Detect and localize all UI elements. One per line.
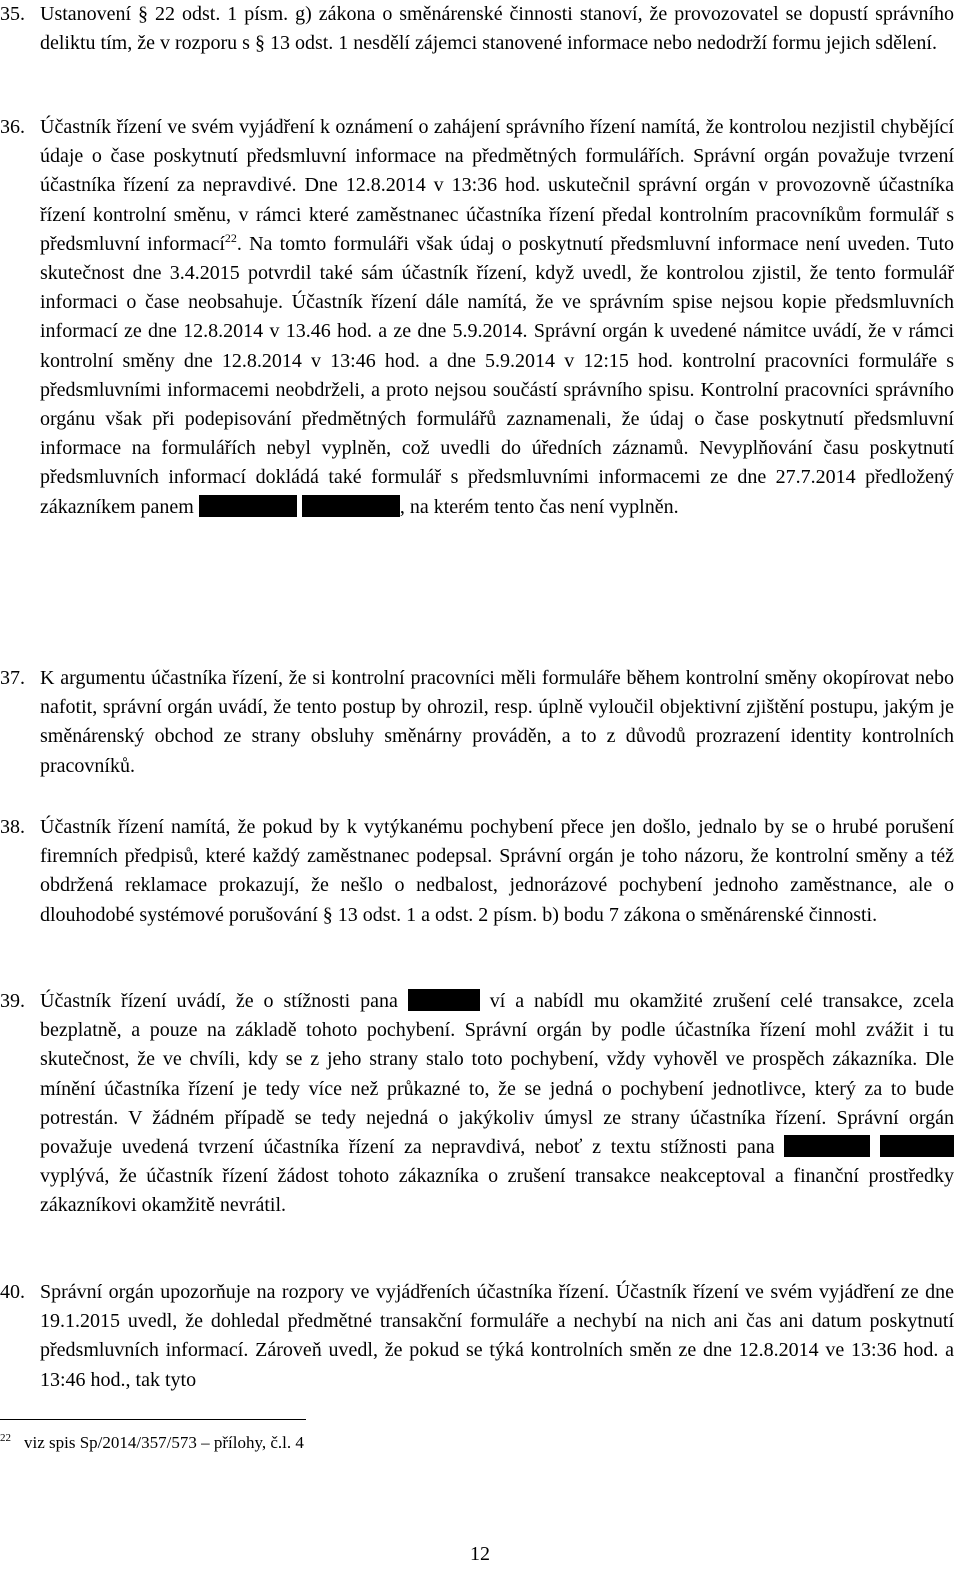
paragraph-text: Správní orgán upozorňuje na rozpory ve vyjádřeních účastníka řízení. Účastník řízení ve svém vyjádření ze dne 19.1.2015 uvedl, že dohledal předmětné transakční formuláře a nechybí na nich ani čas ani datum poskytnutí předsmluvních informací. Zároveň uvedl, že pokud se týká kontrolních směn ze dne 12.8.2014 ve 13:36 hod. a 13:46 hod., tak tyto	[40, 1281, 954, 1391]
paragraph-39	[0, 987, 954, 1221]
paragraph-37	[0, 664, 954, 781]
footnote	[0, 1432, 304, 1454]
paragraph-text: Účastník řízení ve svém vyjádření k oznámení o zahájení správního řízení namítá, že kontrolou nezjistil chybějící údaje o čase poskytnutí předsmluvní informace na předmětných formulářích. Správní orgán považuje tvrzení účastníka řízení za nepravdivé. Dne 12.8.2014 v 13:36 hod. uskutečnil správní orgán v provozovně účastníka řízení kontrolní směnu, v rámci které zaměstnanec účastníka řízení předal kontrolním pracovníkům formulář s předsmluvní informací$^{22}$. Na tomto formuláři však údaj o poskytnutí předsmluvní informace není uveden. Tuto skutečnost dne 3.4.2015 potvrdil také sám účastník řízení, když uvedl, že kontrolou zjistil, že tento formulář informaci o čase neobsahuje. Účastník řízení dále namítá, že ve správním spise nejsou kopie předsmluvních informací ze dne 12.8.2014 v 13.46 hod. a ze dne 5.9.2014. Správní orgán k uvedené námitce uvádí, že v rámci kontrolní směny dne 12.8.2014 v 13:46 hod. a dne 5.9.2014 v 12:15 hod. kontrolní pracovníci formuláře s předsmluvními informacemi neobdrželi, a proto nejsou součástí správního spisu. Kontrolní pracovníci správního orgánu však při podepisování předmětných formulářů zaznamenali, že údaj o čase poskytnutí předsmluvní informace na formulářích nebyl vyplněn, což uvedli do úředních záznamů. Nevyplňování času poskytnutí předsmluvních informací dokládá také formulář s předsmluvními informacemi ze dne 27.7.2014 předložený zákazníkem panem , na kterém tento čas není vyplněn.	[40, 116, 955, 518]
paragraph-number: 39.	[0, 990, 25, 1012]
paragraph-text: K argumentu účastníka řízení, že si kontrolní pracovníci měli formuláře během kontrolní směny okopírovat nebo nafotit, správní orgán uvádí, že tento postup by ohrozil, resp. úplně vyloučil objektivní zjištění postupu, jakým je směnárenský obchod ze strany obsluhy směnárny prováděn, a to z důvodů prozrazení identity kontrolních pracovníků.	[40, 667, 954, 777]
paragraph-number: 36.	[0, 116, 25, 138]
redacted-name	[199, 495, 297, 517]
paragraph-40	[0, 1278, 954, 1395]
paragraph-number: 38.	[0, 816, 25, 838]
paragraph-35	[0, 0, 954, 58]
footnote-marker: 22	[0, 1432, 11, 1444]
footnote-divider	[0, 1419, 306, 1420]
paragraph-number: 37.	[0, 667, 25, 689]
paragraph-text: Účastník řízení namítá, že pokud by k vytýkanému pochybení přece jen došlo, jednalo by se o hrubé porušení firemních předpisů, které každý zaměstnanec podepsal. Správní orgán je toho názoru, že kontrolní směny a též obdržená reklamace prokazují, že nešlo o nedbalost, jednorázové pochybení jednoho zaměstnance, ale o dlouhodobé systémové porušování § 13 odst. 1 a odst. 2 písm. b) bodu 7 zákona o směnárenské činnosti.	[40, 816, 954, 926]
paragraph-text: Účastník řízení uvádí, že o stížnosti pana ví a nabídl mu okamžité zrušení celé transakce, zcela bezplatně, a pouze na základě tohoto pochybení. Správní orgán by podle účastníka řízení mohl zvážit i tu skutečnost, že ve chvíli, kdy se z jeho strany stalo toto pochybení, vždy vyhověl ve prospěch zákazníka. Dle mínění účastníka řízení je tedy více než průkazné to, že se jedná o pochybení jednotlivce, který za to bude potrestán. V žádném případě se tedy nejedná o jakýkoliv úmysl ze strany účastníka řízení. Správní orgán považuje uvedená tvrzení účastníka řízení za nepravdivá, neboť z textu stížnosti pana vyplývá, že účastník řízení žádost tohoto zákazníka o zrušení transakce neakceptoval a finanční prostředky zákazníkovi okamžitě nevrátil.	[40, 990, 955, 1217]
footnote-reference[interactable]: 22	[224, 230, 237, 245]
paragraph-36	[0, 113, 954, 522]
redacted-name	[784, 1135, 870, 1157]
redacted-name	[880, 1135, 954, 1157]
paragraph-38	[0, 813, 954, 930]
page-number: 12	[470, 1543, 490, 1565]
paragraph-number: 40.	[0, 1281, 25, 1303]
paragraph-text: Ustanovení § 22 odst. 1 písm. g) zákona o směnárenské činnosti stanoví, že provozovatel se dopustí správního deliktu tím, že v rozporu s § 13 odst. 1 nesdělí zájemci stanovené informace nebo nedodrží formu jejich sdělení.	[40, 3, 954, 55]
paragraph-number: 35.	[0, 3, 25, 25]
redacted-name	[408, 989, 480, 1011]
redacted-name	[302, 495, 400, 517]
footnote-text: viz spis Sp/2014/357/573 – přílohy, č.l. 4	[24, 1433, 304, 1452]
